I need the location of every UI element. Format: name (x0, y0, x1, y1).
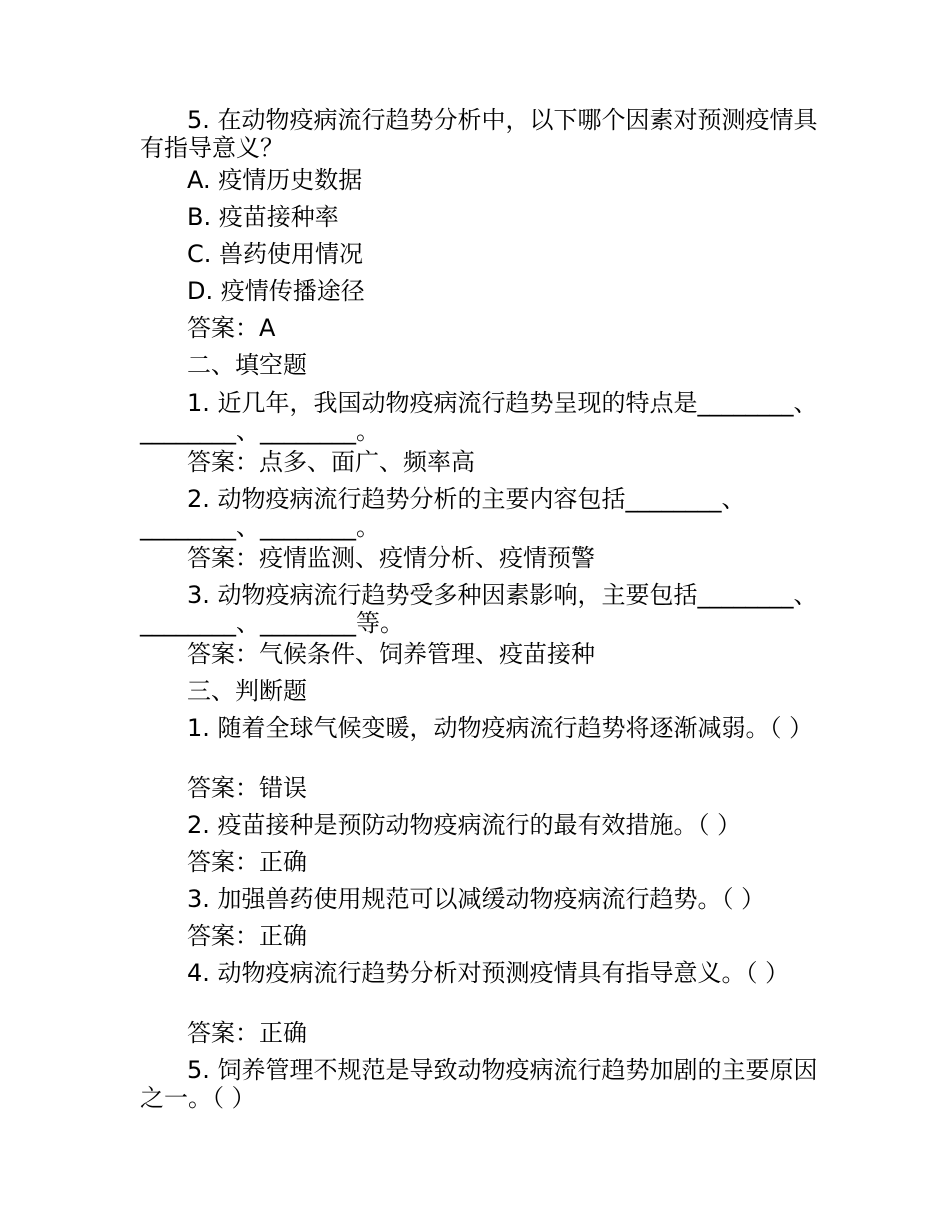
fill-question-2: 2. 动物疫病流行趋势分析的主要内容包括________、________、________。 (140, 485, 746, 541)
answer-fill-2: 答案：疫情监测、疫情分析、疫情预警 (187, 544, 595, 572)
section-heading-fill-in: 二、填空题 (187, 351, 307, 379)
tf-question-4: 4. 动物疫病流行趋势分析对预测疫情具有指导意义。（ ） (187, 959, 790, 987)
option-c: C. 兽药使用情况 (187, 240, 364, 268)
tf-question-5: 5. 饲养管理不规范是导致动物疫病流行趋势加剧的主要原因之一。（ ） (140, 1056, 818, 1112)
answer-tf-1: 答案：错误 (187, 774, 307, 802)
fill-question-1: 1. 近几年，我国动物疫病流行趋势呈现的特点是________、________、________。 (140, 389, 818, 445)
tf-question-3: 3. 加强兽药使用规范可以减缓动物疫病流行趋势。（ ） (187, 885, 766, 913)
tf-question-1: 1. 随着全球气候变暖，动物疫病流行趋势将逐渐减弱。（ ） (187, 714, 814, 742)
option-d: D. 疫情传播途径 (187, 277, 365, 305)
section-heading-true-false: 三、判断题 (187, 677, 307, 705)
answer-mc-5: 答案：A (187, 314, 276, 342)
answer-tf-4: 答案：正确 (187, 1019, 307, 1047)
option-a: A. 疫情历史数据 (187, 166, 363, 194)
answer-tf-2: 答案：正确 (187, 848, 307, 876)
question-5-multiple-choice: 5. 在动物疫病流行趋势分析中，以下哪个因素对预测疫情具有指导意义？ (140, 106, 818, 162)
tf-question-2: 2. 疫苗接种是预防动物疫病流行的最有效措施。（ ） (187, 811, 742, 839)
fill-question-3: 3. 动物疫病流行趋势受多种因素影响，主要包括________、________、________等。 (140, 581, 818, 637)
option-b: B. 疫苗接种率 (187, 203, 339, 231)
answer-fill-1: 答案：点多、面广、频率高 (187, 448, 475, 476)
answer-fill-3: 答案：气候条件、饲养管理、疫苗接种 (187, 640, 595, 668)
answer-tf-3: 答案：正确 (187, 922, 307, 950)
